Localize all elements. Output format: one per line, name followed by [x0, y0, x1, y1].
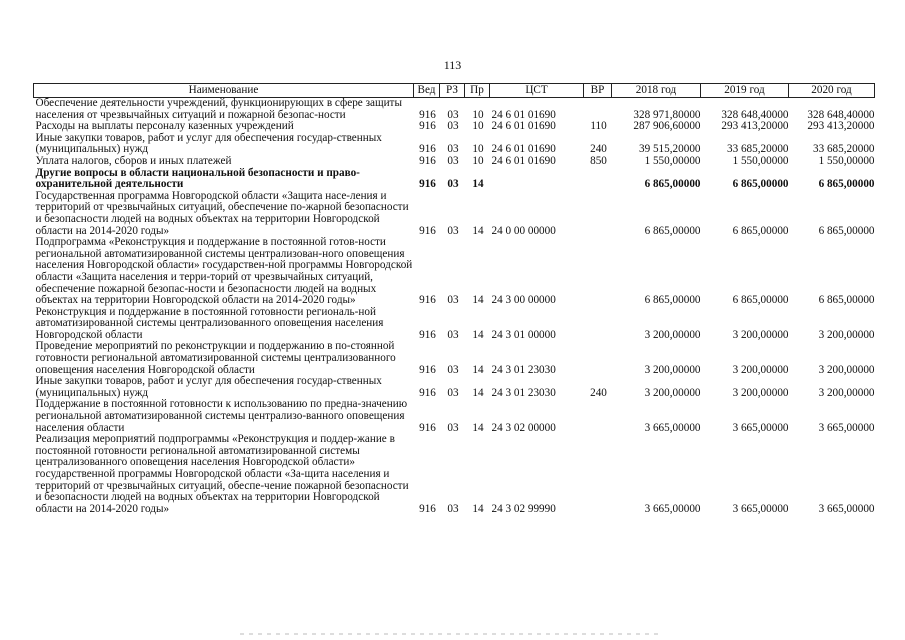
row-amount-2018: 3 665,00000: [644, 502, 701, 515]
row-amount-2019: 6 865,00000: [732, 178, 789, 191]
row-name: Реализация мероприятий подпрограммы «Реконструкция и поддер-жание в постоянной готовности региональной автоматизированной системы централизованного оповещения населения Новгородской области» государственной программы Новгородской области «За-щита населения и территорий от чрезвычайных ситуаций, обеспе-чение пожарной безопасности и безопасности людей на водных объектах на территории Новгородской области на 2014-2020 годы»: [35, 433, 409, 515]
row-amount-2020: 3 200,00000: [818, 328, 875, 341]
table-row: [34, 156, 875, 168]
budget-table: [33, 83, 875, 515]
scan-noise-line: [240, 633, 660, 635]
row-name: Проведение мероприятий по реконструкции и поддержанию в по-стоянной готовности региональной автоматизированной системы централизованного оповещения населения Новгородской области: [35, 340, 396, 376]
row-rz: 03: [447, 143, 459, 156]
row-amount-2018: 39 515,20000: [638, 143, 701, 156]
header-cst: ЦСТ: [490, 84, 584, 98]
table-row: [34, 133, 875, 156]
header-2019: 2019 год: [701, 84, 789, 98]
header-name: Наименование: [34, 84, 414, 98]
row-cst: 24 3 01 23030: [491, 386, 556, 399]
row-amount-2018: 6 865,00000: [644, 178, 701, 191]
row-vr: [584, 307, 612, 342]
row-name: Иные закупки товаров, работ и услуг для обеспечения государ-ственных (муниципальных) нужд: [35, 131, 382, 156]
header-2020: 2020 год: [789, 84, 875, 98]
row-amount-2019: 6 865,00000: [732, 224, 789, 237]
row-cst: 24 0 00 00000: [491, 224, 556, 237]
row-amount-2018: 1 550,00000: [644, 154, 701, 167]
row-pr: 14: [472, 328, 484, 341]
row-amount-2020: 3 200,00000: [818, 386, 875, 399]
row-ved: 916: [419, 421, 436, 434]
row-ved: 916: [419, 363, 436, 376]
row-rz: 03: [447, 108, 459, 121]
row-cst: 24 3 02 99990: [491, 502, 556, 515]
row-pr: 10: [472, 108, 484, 121]
row-amount-2019: 3 200,00000: [732, 363, 789, 376]
row-amount-2019: 3 665,00000: [732, 502, 789, 515]
row-vr: [584, 341, 612, 376]
row-amount-2020: 33 685,20000: [812, 143, 875, 156]
row-rz: 03: [447, 120, 459, 133]
table-row: [34, 307, 875, 342]
row-rz: 03: [447, 328, 459, 341]
row-amount-2020: 6 865,00000: [818, 178, 875, 191]
row-ved: 916: [419, 328, 436, 341]
row-name: Расходы на выплаты персоналу казенных учреждений: [35, 120, 294, 133]
row-amount-2019: 328 648,40000: [721, 108, 789, 121]
row-rz: 03: [447, 294, 459, 307]
row-amount-2020: 328 648,40000: [807, 108, 875, 121]
row-amount-2018: 3 665,00000: [644, 421, 701, 434]
row-pr: 14: [472, 224, 484, 237]
header-2018: 2018 год: [612, 84, 701, 98]
row-name: Обеспечение деятельности учреждений, функционирующих в сфере защиты населения от чрезвычайных ситуаций и пожарной безопас-ности: [35, 97, 402, 121]
row-name: Уплата налогов, сборов и иных платежей: [35, 154, 232, 167]
row-rz: 03: [447, 363, 459, 376]
row-amount-2018: 3 200,00000: [644, 328, 701, 341]
row-cst: 24 6 01 01690: [491, 143, 556, 156]
row-rz: 03: [447, 502, 459, 515]
row-amount-2020: 3 200,00000: [818, 363, 875, 376]
row-amount-2019: 6 865,00000: [732, 294, 789, 307]
row-name: Другие вопросы в области национальной безопасности и право-охранительной деятельности: [35, 166, 360, 191]
row-ved: 916: [419, 178, 436, 191]
row-pr: 14: [472, 178, 484, 191]
row-pr: 14: [472, 363, 484, 376]
table-row: [34, 191, 875, 237]
row-amount-2020: 3 665,00000: [818, 502, 875, 515]
row-amount-2019: 1 550,00000: [732, 154, 789, 167]
row-cst: 24 6 01 01690: [491, 108, 556, 121]
row-cst: [490, 168, 584, 191]
row-amount-2020: 3 665,00000: [818, 421, 875, 434]
header-ved: Вед: [414, 84, 440, 98]
table-row: [34, 168, 875, 191]
header-rz: РЗ: [440, 84, 465, 98]
row-pr: 14: [472, 502, 484, 515]
row-amount-2019: 3 200,00000: [732, 328, 789, 341]
row-amount-2019: 3 665,00000: [732, 421, 789, 434]
table-row: [34, 376, 875, 399]
row-pr: 10: [472, 143, 484, 156]
row-vr: [584, 399, 612, 434]
row-vr: [584, 168, 612, 191]
row-cst: 24 6 01 01690: [491, 154, 556, 167]
table-row: [34, 237, 875, 307]
row-rz: 03: [447, 386, 459, 399]
row-amount-2018: 287 906,60000: [633, 120, 701, 133]
row-cst: 24 3 02 00000: [491, 421, 556, 434]
row-ved: 916: [419, 154, 436, 167]
row-amount-2020: 1 550,00000: [818, 154, 875, 167]
row-vr: 240: [590, 143, 607, 156]
row-name: Реконструкция и поддержание в постоянной готовности региональ-ной автоматизированной системы централизованного оповещения населения Новгородской области: [35, 305, 384, 341]
row-name: Подпрограмма «Реконструкция и поддержание в постоянной готов-ности региональной автоматизированной системы централизован-ного оповещения населения Новгородской области» государствен-ной программы Новгородской области «Защита населения и терри-торий от чрезвычайных ситуаций, обеспечение пожарной безопас-ности и безопасности людей на водных объектах на территории Новгородской области на 2014-2020 годы»: [35, 236, 413, 307]
row-amount-2019: 33 685,20000: [726, 143, 789, 156]
row-vr: 110: [590, 120, 607, 133]
row-cst: 24 3 01 00000: [491, 328, 556, 341]
table-header-row: [34, 84, 875, 98]
row-vr: [584, 434, 612, 515]
row-ved: 916: [419, 143, 436, 156]
row-vr: [584, 191, 612, 237]
table-body: [34, 98, 875, 516]
row-pr: 14: [472, 386, 484, 399]
row-pr: 14: [472, 294, 484, 307]
header-vr: ВР: [584, 84, 612, 98]
row-vr: 240: [590, 386, 607, 399]
row-vr: 850: [590, 154, 607, 167]
table-row: [34, 98, 875, 122]
row-ved: 916: [419, 108, 436, 121]
table-row: [34, 341, 875, 376]
row-vr: [584, 237, 612, 307]
page-number: 113: [443, 58, 462, 72]
row-ved: 916: [419, 386, 436, 399]
row-amount-2018: 328 971,80000: [633, 108, 701, 121]
row-ved: 916: [419, 224, 436, 237]
table-row: [34, 399, 875, 434]
row-rz: 03: [447, 178, 459, 191]
row-vr: [584, 98, 612, 122]
row-rz: 03: [447, 224, 459, 237]
row-name: Поддержание в постоянной готовности к использованию по предна-значению региональной автоматизированной системы централизо-ванного оповещения населения области: [35, 398, 408, 434]
row-pr: 10: [472, 120, 484, 133]
row-cst: 24 3 01 23030: [491, 363, 556, 376]
row-rz: 03: [447, 421, 459, 434]
table-row: [34, 434, 875, 515]
row-amount-2020: 6 865,00000: [818, 224, 875, 237]
row-amount-2019: 3 200,00000: [732, 386, 789, 399]
row-rz: 03: [447, 154, 459, 167]
row-amount-2020: 293 413,20000: [807, 120, 875, 133]
row-name: Иные закупки товаров, работ и услуг для обеспечения государ-ственных (муниципальных) нужд: [35, 375, 382, 399]
row-amount-2020: 6 865,00000: [818, 294, 875, 307]
row-pr: 14: [472, 421, 484, 434]
row-amount-2018: 6 865,00000: [644, 294, 701, 307]
row-name: Государственная программа Новгородской области «Защита насе-ления и территорий от чрезвычайных ситуаций, обеспечение по-жарной безопасности и безопасности людей на водных объектах на территории Новгородской области на 2014-2020 годы»: [35, 189, 409, 237]
row-amount-2019: 293 413,20000: [721, 120, 789, 133]
row-ved: 916: [419, 502, 436, 515]
row-amount-2018: 6 865,00000: [644, 224, 701, 237]
header-pr: Пр: [465, 84, 490, 98]
row-amount-2018: 3 200,00000: [644, 386, 701, 399]
row-pr: 10: [472, 154, 484, 167]
row-ved: 916: [419, 120, 436, 133]
row-cst: 24 3 00 00000: [491, 294, 556, 307]
row-cst: 24 6 01 01690: [491, 120, 556, 133]
row-amount-2018: 3 200,00000: [644, 363, 701, 376]
row-ved: 916: [419, 294, 436, 307]
